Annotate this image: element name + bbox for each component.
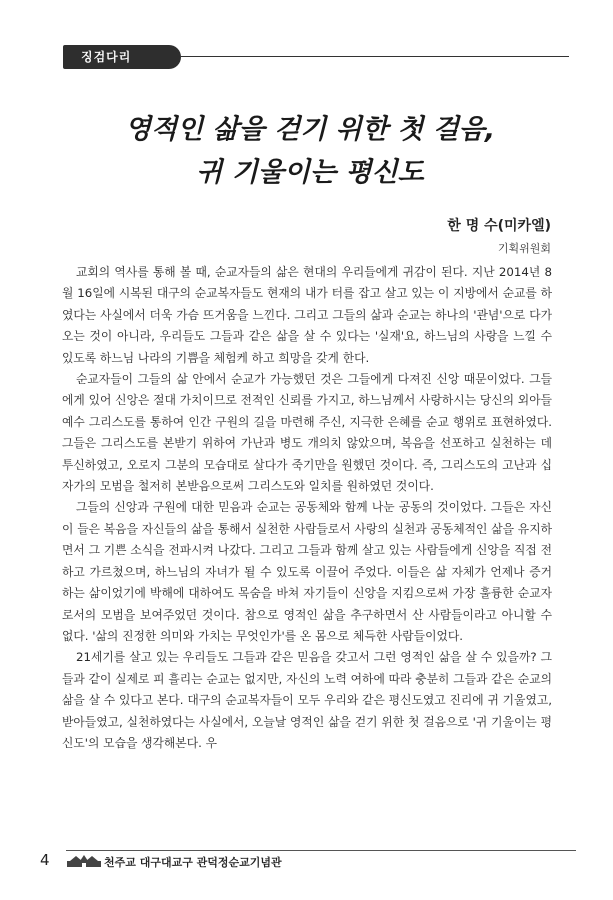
paragraph: 그들의 신앙과 구원에 대한 믿음과 순교는 공동체와 함께 나눈 공동의 것이었다. 그들은 자신이 들은 복음을 자신들의 삶을 통해서 실천한 사람들로서 사랑의 실천과 공동체적인 삶을 유지하면서 그 기쁜 소식을 전파시켜 나갔다. 그리고 그들과 함께 살고 있는 사람들에게 신앙을 직접 전하고 가르쳤으며, 하느님의 자녀가 될 수 있도록 이끌어 주었다. 이들은 삶 자체가 언제나 증거 하는 삶이었기에 박해에 대하여도 목숨을 바쳐 자기들이 신앙을 지킴으로써 가장 훌륭한 순교자로서의 모범을 보여주었던 것이다. 참으로 영적인 삶을 추구하면서 산 사람들이라고 아니할 수 없다. '삶의 진정한 의미와 가치는 무엇인가'를 온 몸으로 체득한 사람들이었다. [62, 500, 552, 643]
author-name: 한 명 수(미카엘) [447, 218, 551, 234]
paragraph: 21세기를 살고 있는 우리들도 그들과 같은 믿음을 갖고서 그런 영적인 삶을 살 수 있을까? 그들과 같이 실제로 피 흘리는 순교는 없지만, 자신의 노력 여하에 따라 충분히 그들과 같은 순교의 삶을 살 수 있다고 본다. 대구의 순교복자들이 모두 우리와 같은 평신도였고 진리에 귀 기울였고, 받아들였고, 실천하였다는 사실에서, 오늘날 영적인 삶을 걷기 위한 첫 걸음으로 '귀 기울이는 평신도'의 모습을 생각해본다. 우 [62, 650, 552, 750]
article-title-line-2: 귀 기울이는 평신도 [196, 157, 424, 188]
header-divider [181, 56, 569, 57]
footer-divider [66, 850, 576, 851]
article-title-line-1: 영적인 삶을 걷기 위한 첫 걸음, [124, 114, 496, 145]
section-label: 징검다리 [63, 45, 181, 69]
church-building-icon [66, 854, 102, 868]
publication-name: 천주교 대구대교구 관덕정순교기념관 [104, 856, 282, 869]
article-body [62, 262, 552, 754]
paragraph: 교회의 역사를 통해 볼 때, 순교자들의 삶은 현대의 우리들에게 귀감이 된다. 지난 2014년 8월 16일에 시복된 대구의 순교복자들도 현재의 내가 터를 잡고 살고 있는 이 지방에서 순교를 하였다는 사실에서 더욱 가슴 뜨거움을 느낀다. 그리고 그들의 삶과 순교는 하나의 '관념'으로 다가오는 것이 아니라, 우리들도 그들과 같은 삶을 살 수 있다는 '실재'요, 하느님의 사랑을 느낄 수 있도록 하느님 나라의 기쁨을 체험케 하고 희망을 갖게 한다. [62, 265, 552, 365]
paragraph: 순교자들이 그들의 삶 안에서 순교가 가능했던 것은 그들에게 다져진 신앙 때문이었다. 그들에게 있어 신앙은 절대 가치이므로 전적인 신뢰를 가지고, 하느님께서 사랑하시는 당신의 외아들 예수 그리스도를 통하여 인간 구원의 길을 마련해 주신, 지극한 은혜를 순교 행위로 표현하였다. 그들은 그리스도를 본받기 위하여 가난과 병도 개의치 않았으며, 복음을 선포하고 실천하는 데 투신하였고, 오로지 그분의 모습대로 살다가 죽기만을 원했던 것이다. 즉, 그리스도의 고난과 십자가의 모범을 철저히 본받음으로써 그리스도와 일치를 원하였던 것이다. [62, 372, 552, 494]
author-role: 기획위원회 [497, 242, 551, 255]
page-number: 4 [40, 851, 50, 869]
